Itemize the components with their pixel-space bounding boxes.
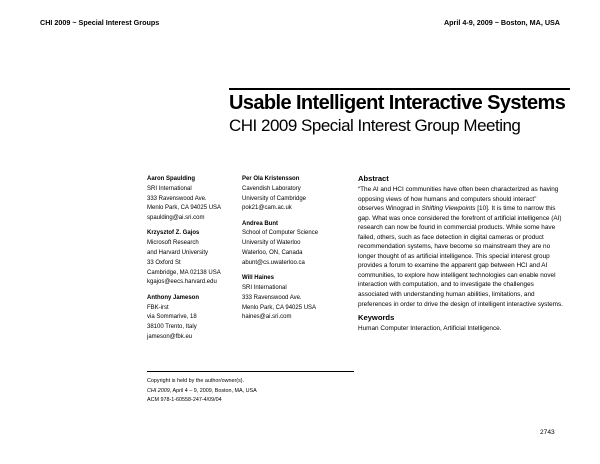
abstract-text-start: “The AI and HCI communities have often been characterized as having opposing views of how humans and computers should interact” observes Winograd in <box>358 186 559 213</box>
author-email: abunt@cs.uwaterloo.ca <box>242 259 305 266</box>
keywords-section <box>358 313 563 333</box>
affiliation-line: Menlo Park, CA 94025 USA <box>242 304 317 311</box>
keywords-text: Human Computer Interaction, Artificial Intelligence. <box>358 325 502 333</box>
affiliation-line: and Harvard University <box>147 250 209 257</box>
header-conference: CHI 2009 ~ Special Interest Groups <box>40 18 160 27</box>
author-name: Anthony Jameson <box>147 294 200 301</box>
author-name: Will Haines <box>242 275 274 282</box>
author-email: spaulding@ai.sri.com <box>147 215 205 222</box>
author-block <box>147 294 247 343</box>
venue-name: CHI 2009 <box>147 387 170 394</box>
author-email: pok21@cam.ac.uk <box>242 205 292 212</box>
running-header <box>40 18 560 27</box>
author-name: Krzysztof Z. Gajos <box>147 230 200 237</box>
header-date-location: April 4-9, 2009 ~ Boston, MA, USA <box>443 18 560 27</box>
affiliation-line: 333 Ravenswood Ave. <box>242 294 302 301</box>
keywords-heading: Keywords <box>358 313 395 323</box>
affiliation-line: SRI International <box>242 284 287 291</box>
author-block <box>147 175 247 224</box>
copyright-rule <box>147 371 354 372</box>
venue-details: , April 4 – 9, 2009, Boston, MA, USA <box>169 387 257 394</box>
author-block <box>147 229 247 288</box>
abstract-section <box>358 174 563 333</box>
affiliation-line: Microsoft Research <box>147 240 199 247</box>
author-block <box>242 175 346 214</box>
abstract-heading: Abstract <box>358 174 389 183</box>
affiliation-line: FBK-irst <box>147 304 169 311</box>
author-email: kgajos@eecs.harvard.edu <box>147 279 217 286</box>
affiliation-line: Menlo Park, CA 94025 USA <box>147 205 222 212</box>
author-block <box>242 220 346 269</box>
affiliation-line: Cambridge, MA 02138 USA <box>147 269 221 276</box>
author-name: Aaron Spaulding <box>147 176 195 182</box>
affiliation-line: Cavendish Laboratory <box>242 185 301 192</box>
affiliation-line: School of Computer Science <box>242 230 319 237</box>
paper-subtitle: CHI 2009 Special Interest Group Meeting <box>229 116 521 135</box>
copyright-line: Copyright is held by the author/owner(s). <box>147 378 245 384</box>
cited-title: Shifting Viewpoints <box>421 205 476 213</box>
affiliation-line: 333 Ravenswood Ave. <box>147 195 207 202</box>
author-email: haines@ai.sri.com <box>242 314 292 321</box>
abstract-text <box>358 185 563 309</box>
venue-line <box>147 387 367 397</box>
copyright-notice <box>147 377 367 406</box>
paper-title: Usable Intelligent Interactive Systems <box>229 92 566 114</box>
affiliation-line: via Sommarive, 18 <box>147 314 197 321</box>
author-name: Per Ola Kristensson <box>242 176 300 182</box>
affiliation-line: 38100 Trento, Italy <box>147 324 197 331</box>
affiliation-line: Waterloo, ON, Canada <box>242 250 303 257</box>
page-number: 2743 <box>540 429 555 436</box>
author-email: jameson@fbk.eu <box>147 333 193 340</box>
affiliation-line: University of Cambridge <box>242 195 307 202</box>
author-name: Andrea Bunt <box>242 220 278 227</box>
affiliation-line: 33 Oxford St <box>147 259 181 266</box>
authors-right-column <box>242 175 346 329</box>
title-block <box>229 89 569 137</box>
abstract-text-rest: [10]. It is time to narrow this gap. What was once considered the forefront of artificial intelligence (AI) research can now be found in commercial products. While some have failed, others, such as face detection in digital cameras or product recommendation systems, have become so mainstream they are no longer thought of as artificial intelligence. This special interest group provides a forum to examine the apparent gap between HCI and AI communities, to explore how intelligent technologies can enable novel interaction with computation, and to investigate the challenges associated with understanding human abilities, limitations, and preferences in order to drive the design of intelligent interactive systems. <box>358 205 563 308</box>
authors-left-column <box>147 175 247 348</box>
affiliation-line: SRI International <box>147 185 192 192</box>
isbn-line: ACM 978-1-60558-247-4/09/04 <box>147 397 222 403</box>
affiliation-line: University of Waterloo <box>242 240 301 247</box>
author-block <box>242 274 346 323</box>
